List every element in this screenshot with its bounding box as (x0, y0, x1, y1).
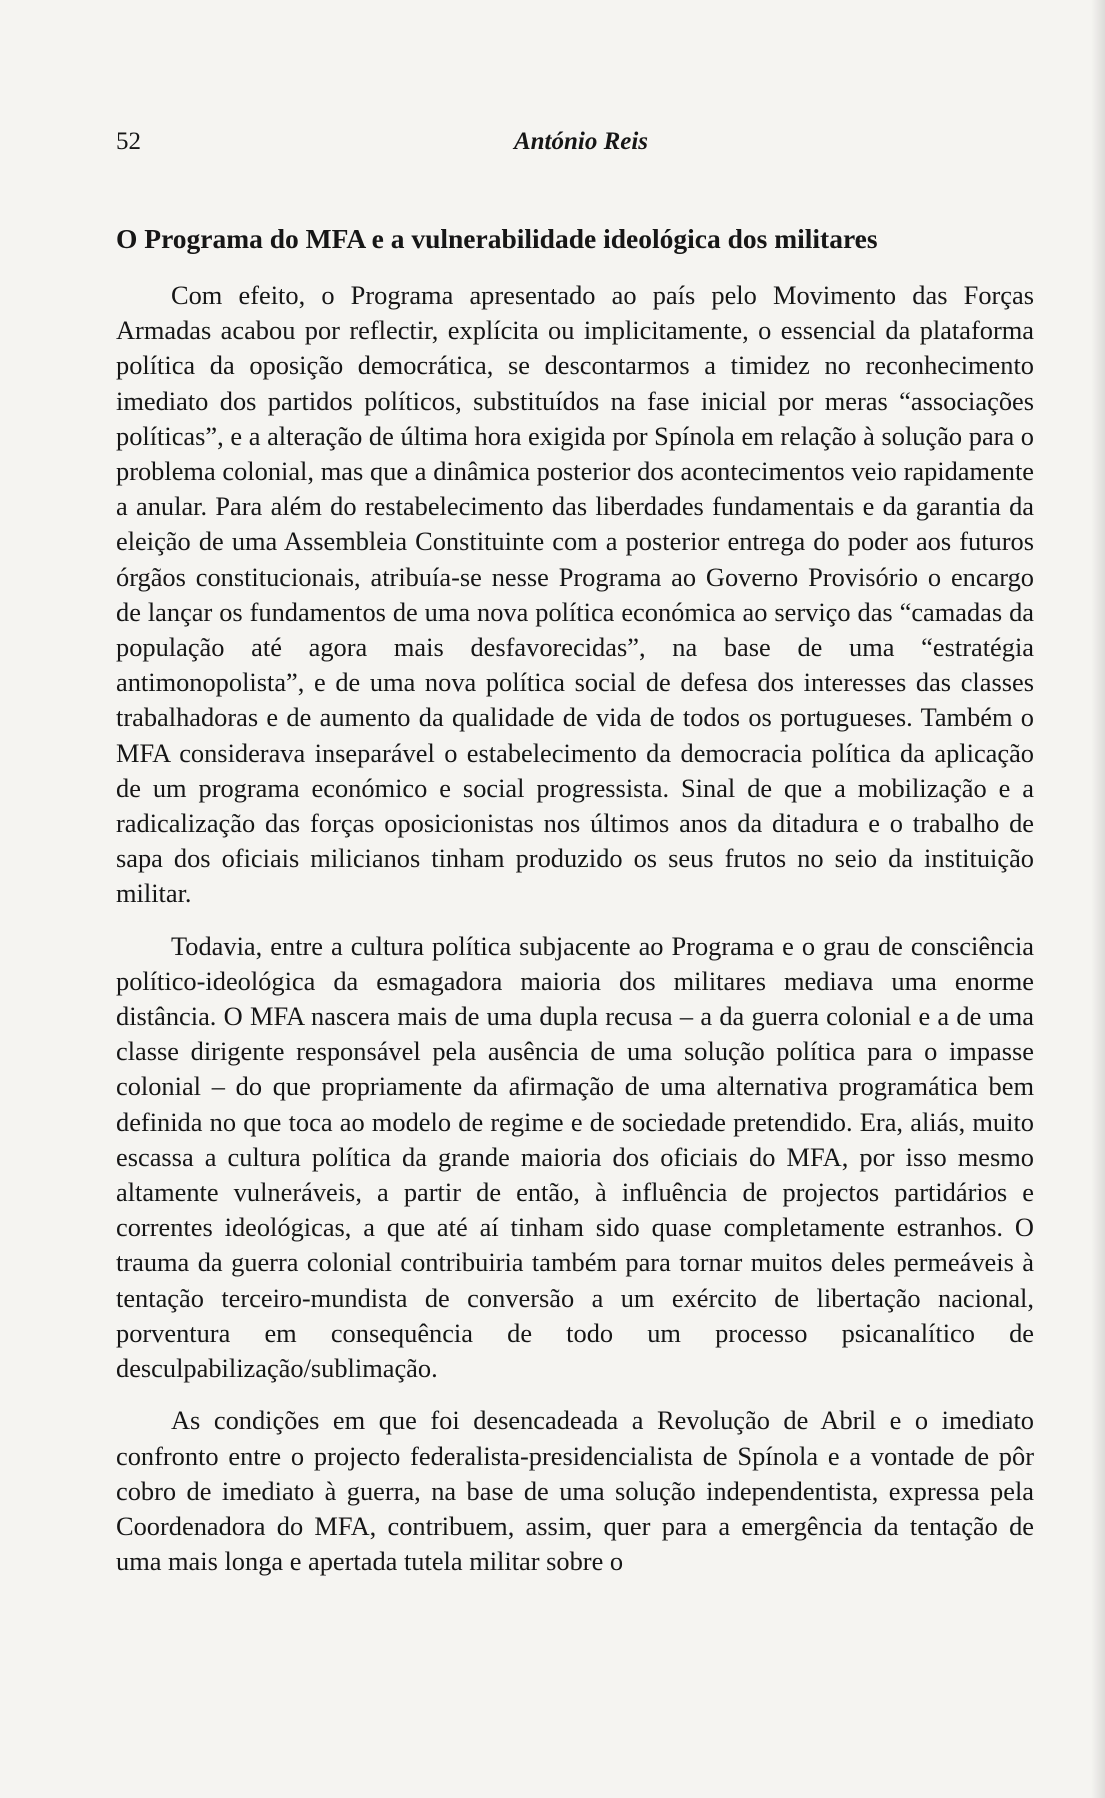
section-heading: O Programa do MFA e a vulnerabilidade ideológica dos militares (116, 223, 878, 254)
paragraph-1: Com efeito, o Programa apresentado ao país pelo Movimento das Forças Armadas acabou por reflectir, explícita ou implicitamente, o essencial da plataforma política da oposição democrática, se descontarmos a timidez no reconhecimento imediato dos partidos políticos, substituídos na fase inicial por meras “associações políticas”, e a alteração de última hora exigida por Spínola em relação à solução para o problema colonial, mas que a dinâmica posterior dos acontecimentos veio rapidamente a anular. Para além do restabelecimento das liberdades fundamentais e da garantia da eleição de uma Assembleia Constituinte com a posterior entrega do poder aos futuros órgãos constitucionais, atribuía-se nesse Programa ao Governo Provisório o encargo de lançar os fundamentos de uma nova política económica ao serviço das “camadas da população até agora mais desfavorecidas”, na base de uma “estratégia antimonopolista”, e de uma nova política social de defesa dos interesses das classes trabalhadoras e de aumento da qualidade de vida de todos os portugueses. Também o MFA considerava inseparável o estabelecimento da democracia política da aplicação de um programa económico e social progressista. Sinal de que a mobilização e a radicalização das forças oposicionistas nos últimos anos da ditadura e o trabalho de sapa dos oficiais milicianos tinham produzido os seus frutos no seio da instituição militar. (116, 280, 1034, 909)
running-header (116, 124, 1046, 160)
page-number: 52 (116, 128, 141, 155)
paragraph-3: As condições em que foi desencadeada a Revolução de Abril e o imediato confronto entre o projecto federalista-presidencialista de Spínola e a vontade de pôr cobro de imediato à guerra, na base de uma solução independentista, expressa pela Coordenadora do MFA, contribuem, assim, quer para a emergência da tentação de uma mais longa e apertada tutela militar sobre o (116, 1405, 1034, 1577)
running-head-author: António Reis (513, 128, 649, 155)
page-gutter-shadow (1091, 0, 1105, 1798)
body-text (116, 278, 1034, 1579)
paragraph-2: Todavia, entre a cultura política subjacente ao Programa e o grau de consciência político-ideológica da esmagadora maioria dos militares mediava uma enorme distância. O MFA nascera mais de uma dupla recusa – a da guerra colonial e a de uma classe dirigente responsável pela ausência de uma solução política para o impasse colonial – do que propriamente da afirmação de uma alternativa programática bem definida no que toca ao modelo de regime e de sociedade pretendido. Era, aliás, muito escassa a cultura política da grande maioria dos oficiais do MFA, por isso mesmo altamente vulneráveis, a partir de então, à influência de projectos partidários e correntes ideológicas, a que até aí tinham sido quase completamente estranhos. O trauma da guerra colonial contribuiria também para tornar muitos deles permeáveis à tentação terceiro-mundista de conversão a um exército de libertação nacional, porventura em consequência de todo um processo psicanalítico de desculpabilização/sublimação. (116, 930, 1034, 1384)
